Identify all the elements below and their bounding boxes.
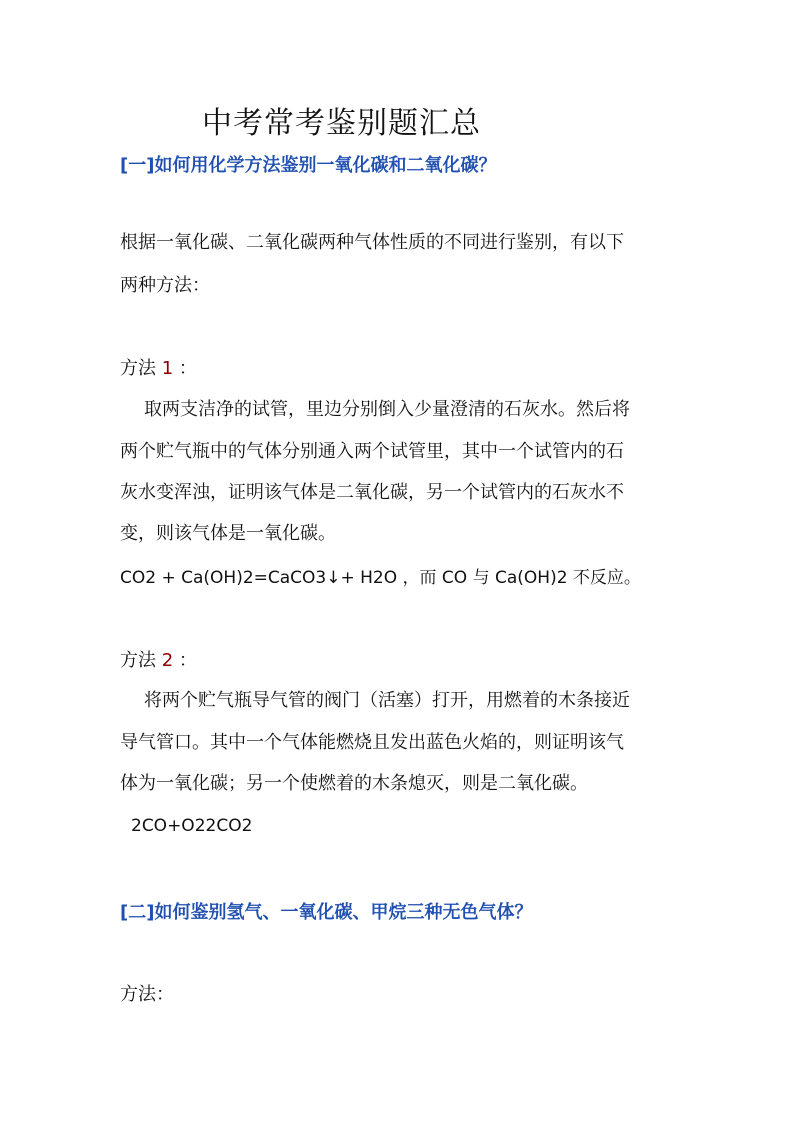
method-1-line-2: 两个贮气瓶中的气体分别通入两个试管里，其中一个试管内的石 xyxy=(120,441,624,462)
intro-line-1: 根据一氧化碳、二氧化碳两种气体性质的不同进行鉴别，有以下 xyxy=(120,232,624,253)
method-2-equation: 2CO+O22CO2 xyxy=(131,816,253,836)
page-title: 中考常考鉴别题汇总 xyxy=(202,106,481,141)
method-number: 1 xyxy=(161,358,174,379)
method-2-line-3: 体为一氧化碳；另一个使燃着的木条熄灭，则是二氧化碳。 xyxy=(120,773,588,794)
method-1-line-3: 灰水变浑浊，证明该气体是二氧化碳，另一个试管内的石灰水不 xyxy=(120,482,624,503)
method-1-line-1: 取两支洁净的试管，里边分别倒入少量澄清的石灰水。然后将 xyxy=(144,399,630,420)
section-2-heading: [二]如何鉴别氢气、一氧化碳、甲烷三种无色气体？ xyxy=(120,902,533,923)
method-2-line-2: 导气管口。其中一个气体能燃烧且发出蓝色火焰的，则证明该气 xyxy=(120,732,624,753)
method-colon: ： xyxy=(178,650,197,671)
method-2-line-1: 将两个贮气瓶导气管的阀门（活塞）打开，用燃着的木条接近 xyxy=(144,690,630,711)
section-1-heading: [一]如何用化学方法鉴别一氧化碳和二氧化碳？ xyxy=(120,155,497,176)
method-label-text: 方法 xyxy=(120,650,156,671)
intro-line-2: 两种方法： xyxy=(120,275,210,296)
method-number: 2 xyxy=(161,650,174,671)
method-1-line-4: 变，则该气体是一氧化碳。 xyxy=(120,523,336,544)
method-1-label xyxy=(120,355,197,383)
method-2-label xyxy=(120,647,197,675)
method-label-text: 方法 xyxy=(120,358,156,379)
section-2-method-label: 方法： xyxy=(120,984,174,1005)
method-1-equation: CO2 + Ca(OH)2=CaCO3↓+ H2O ，而 CO 与 Ca(OH)2 不反应。 xyxy=(120,568,641,588)
method-colon: ： xyxy=(178,358,197,379)
